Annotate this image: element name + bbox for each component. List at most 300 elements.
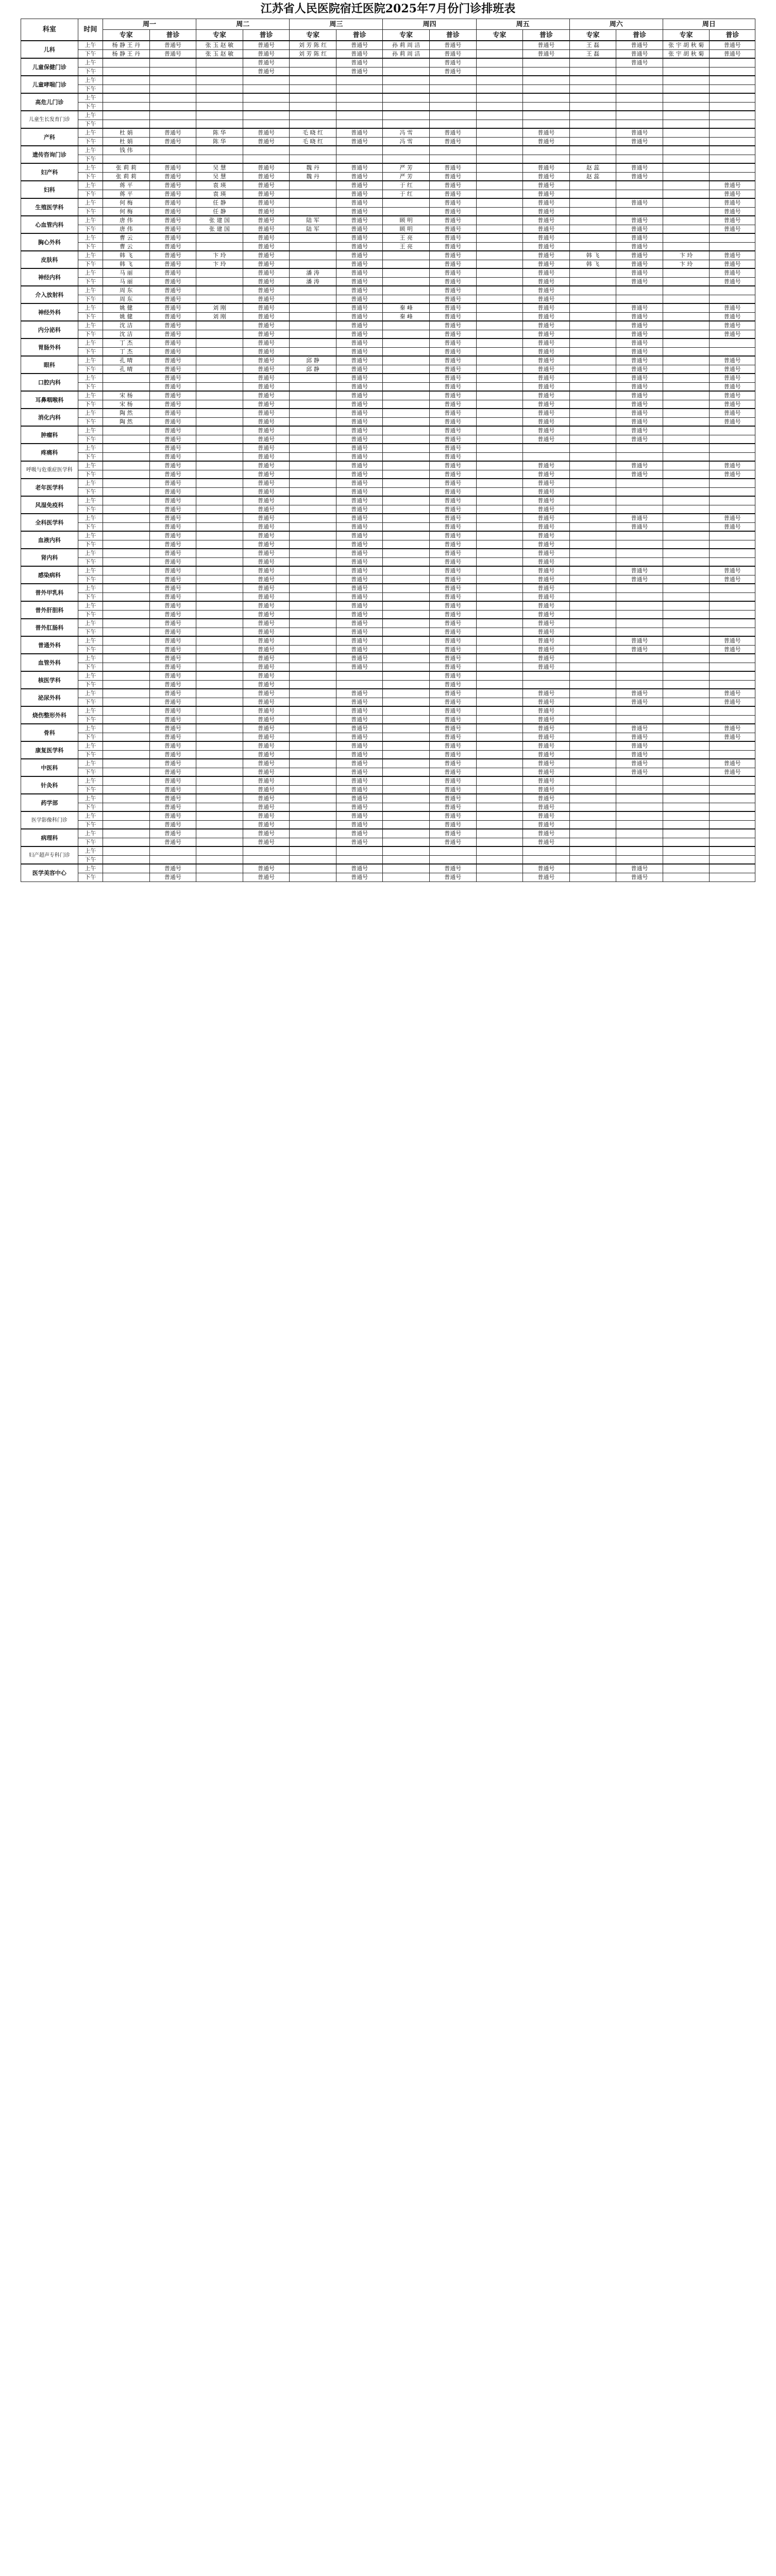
general-cell: 普通号: [149, 303, 196, 312]
general-cell: 普通号: [336, 391, 383, 400]
expert-cell: [103, 102, 149, 111]
general-cell: 普通号: [523, 338, 570, 347]
expert-cell: [569, 216, 616, 225]
session-time: 上午: [78, 356, 103, 365]
general-cell: 普通号: [523, 347, 570, 356]
general-cell: 普通号: [336, 549, 383, 557]
expert-cell: [103, 776, 149, 785]
expert-cell: [383, 505, 430, 514]
general-cell: 普通号: [149, 514, 196, 522]
expert-cell: [196, 846, 243, 855]
general-cell: 普通号: [523, 715, 570, 724]
expert-cell: [383, 864, 430, 873]
general-cell: 普通号: [243, 522, 290, 531]
general-cell: 普通号: [523, 207, 570, 216]
expert-cell: [290, 741, 336, 750]
general-cell: 普通号: [243, 706, 290, 715]
expert-cell: [383, 741, 430, 750]
expert-cell: [290, 540, 336, 549]
expert-cell: [476, 435, 523, 444]
expert-cell: 张 建 国: [196, 216, 243, 225]
expert-cell: [569, 426, 616, 435]
general-cell: 普通号: [523, 645, 570, 654]
expert-cell: [196, 811, 243, 820]
general-cell: 普通号: [336, 268, 383, 277]
expert-cell: [103, 58, 149, 67]
general-cell: 普通号: [336, 374, 383, 382]
general-cell: 普通号: [523, 601, 570, 610]
expert-cell: 孙 莉 周 洁: [383, 41, 430, 49]
session-time: 下午: [78, 155, 103, 163]
expert-cell: 任 静: [196, 207, 243, 216]
expert-cell: [290, 312, 336, 321]
general-cell: 普通号: [429, 365, 476, 374]
general-cell: 普通号: [149, 531, 196, 540]
expert-cell: [383, 374, 430, 382]
expert-cell: [663, 846, 710, 855]
expert-cell: [569, 303, 616, 312]
general-cell: 普通号: [523, 610, 570, 619]
expert-cell: [290, 409, 336, 417]
general-cell: [616, 295, 663, 303]
general-cell: [429, 111, 476, 120]
expert-cell: [383, 628, 430, 636]
general-cell: 普通号: [336, 382, 383, 391]
table-row: [21, 268, 755, 277]
expert-cell: 吴 慧: [196, 172, 243, 181]
general-cell: 普通号: [616, 873, 663, 882]
expert-cell: [290, 733, 336, 741]
general-cell: 普通号: [149, 715, 196, 724]
expert-cell: [476, 522, 523, 531]
session-time: 上午: [78, 93, 103, 102]
expert-cell: 沈 洁: [103, 330, 149, 338]
general-cell: [243, 76, 290, 84]
general-cell: 普通号: [243, 549, 290, 557]
general-cell: 普通号: [243, 820, 290, 829]
expert-cell: [103, 636, 149, 645]
expert-cell: [476, 303, 523, 312]
expert-cell: [103, 120, 149, 128]
expert-cell: 曹 云: [103, 233, 149, 242]
general-cell: 普通号: [429, 470, 476, 479]
general-cell: [710, 155, 755, 163]
expert-cell: 马 丽: [103, 277, 149, 286]
expert-cell: [290, 84, 336, 93]
expert-cell: [383, 382, 430, 391]
dept-name: 耳鼻咽喉科: [21, 391, 78, 409]
expert-cell: [290, 321, 336, 330]
expert-cell: [476, 198, 523, 207]
expert-cell: [663, 417, 710, 426]
expert-cell: [196, 277, 243, 286]
general-cell: 普通号: [429, 864, 476, 873]
general-cell: 普通号: [710, 768, 755, 776]
expert-cell: [290, 698, 336, 706]
general-cell: 普通号: [710, 409, 755, 417]
expert-cell: [476, 347, 523, 356]
expert-cell: [196, 698, 243, 706]
table-row: [21, 409, 755, 417]
expert-cell: [196, 549, 243, 557]
expert-cell: [383, 338, 430, 347]
expert-cell: [663, 522, 710, 531]
general-cell: [149, 76, 196, 84]
general-cell: 普通号: [710, 312, 755, 321]
expert-cell: [569, 750, 616, 759]
expert-cell: [476, 146, 523, 155]
general-cell: 普通号: [243, 698, 290, 706]
general-cell: 普通号: [616, 268, 663, 277]
expert-cell: [476, 768, 523, 776]
table-row: [21, 452, 755, 461]
general-cell: 普通号: [243, 242, 290, 251]
general-cell: 普通号: [429, 768, 476, 776]
expert-cell: [569, 531, 616, 540]
general-cell: 普通号: [243, 286, 290, 295]
expert-cell: [196, 496, 243, 505]
general-cell: 普通号: [336, 759, 383, 768]
session-time: 上午: [78, 566, 103, 575]
general-cell: 普通号: [429, 181, 476, 190]
expert-cell: [103, 111, 149, 120]
expert-cell: [383, 470, 430, 479]
general-cell: [149, 58, 196, 67]
expert-cell: [290, 803, 336, 811]
general-cell: 普通号: [243, 225, 290, 233]
session-time: 下午: [78, 820, 103, 829]
general-cell: 普通号: [616, 172, 663, 181]
expert-cell: [476, 400, 523, 409]
expert-cell: [663, 741, 710, 750]
general-cell: 普通号: [336, 628, 383, 636]
general-cell: [243, 111, 290, 120]
table-row: [21, 768, 755, 776]
session-time: 上午: [78, 128, 103, 137]
general-cell: 普通号: [429, 128, 476, 137]
expert-cell: [196, 233, 243, 242]
expert-cell: [476, 838, 523, 846]
general-cell: 普通号: [710, 566, 755, 575]
expert-cell: [383, 733, 430, 741]
table-row: [21, 417, 755, 426]
general-cell: 普通号: [616, 759, 663, 768]
general-cell: 普通号: [149, 41, 196, 49]
expert-cell: [383, 347, 430, 356]
table-row: [21, 49, 755, 58]
general-cell: 普通号: [243, 391, 290, 400]
expert-cell: [476, 76, 523, 84]
general-cell: 普通号: [429, 654, 476, 663]
expert-cell: [383, 295, 430, 303]
general-cell: 普通号: [243, 505, 290, 514]
expert-cell: [383, 654, 430, 663]
general-cell: [616, 120, 663, 128]
general-cell: 普通号: [149, 759, 196, 768]
general-cell: 普通号: [336, 733, 383, 741]
expert-cell: [663, 461, 710, 470]
general-cell: [710, 172, 755, 181]
expert-cell: [196, 873, 243, 882]
general-cell: [710, 811, 755, 820]
expert-cell: [476, 636, 523, 645]
expert-cell: [196, 592, 243, 601]
expert-cell: [103, 759, 149, 768]
general-cell: [710, 540, 755, 549]
dept-name: 儿童保健门诊: [21, 58, 78, 76]
expert-cell: [196, 584, 243, 592]
general-cell: [710, 803, 755, 811]
expert-cell: [290, 715, 336, 724]
general-cell: 普通号: [336, 338, 383, 347]
general-cell: [616, 785, 663, 794]
expert-cell: [383, 514, 430, 522]
general-cell: 普通号: [336, 584, 383, 592]
expert-cell: [476, 84, 523, 93]
general-cell: 普通号: [336, 198, 383, 207]
general-cell: 普通号: [336, 172, 383, 181]
general-cell: 普通号: [336, 286, 383, 295]
general-cell: 普通号: [429, 496, 476, 505]
expert-cell: [290, 190, 336, 198]
expert-cell: 曹 云: [103, 242, 149, 251]
general-cell: 普通号: [149, 820, 196, 829]
expert-cell: [476, 163, 523, 172]
expert-cell: [569, 759, 616, 768]
expert-cell: [663, 128, 710, 137]
expert-cell: [569, 181, 616, 190]
session-time: 下午: [78, 645, 103, 654]
session-time: 上午: [78, 58, 103, 67]
expert-cell: 钱 伟: [103, 146, 149, 155]
general-cell: 普通号: [149, 225, 196, 233]
expert-cell: [663, 601, 710, 610]
session-time: 上午: [78, 111, 103, 120]
expert-cell: [383, 67, 430, 76]
general-cell: [336, 111, 383, 120]
general-cell: 普通号: [710, 689, 755, 698]
expert-cell: 刘 芳 陈 红: [290, 41, 336, 49]
session-time: 下午: [78, 207, 103, 216]
expert-cell: [569, 496, 616, 505]
expert-cell: [663, 374, 710, 382]
general-cell: 普通号: [429, 811, 476, 820]
expert-cell: [663, 120, 710, 128]
expert-cell: [569, 487, 616, 496]
general-cell: [710, 137, 755, 146]
general-cell: [710, 93, 755, 102]
expert-cell: [663, 216, 710, 225]
expert-cell: [103, 715, 149, 724]
expert-cell: [569, 286, 616, 295]
general-cell: 普通号: [429, 487, 476, 496]
general-cell: 普通号: [710, 522, 755, 531]
header-expert: 专家: [663, 30, 710, 41]
general-cell: 普通号: [616, 260, 663, 268]
expert-cell: 潘 涛: [290, 268, 336, 277]
table-row: [21, 663, 755, 671]
general-cell: 普通号: [710, 382, 755, 391]
expert-cell: [569, 671, 616, 680]
expert-cell: [290, 260, 336, 268]
expert-cell: 何 梅: [103, 207, 149, 216]
general-cell: 普通号: [523, 838, 570, 846]
session-time: 上午: [78, 619, 103, 628]
table-row: [21, 260, 755, 268]
expert-cell: [569, 645, 616, 654]
general-cell: 普通号: [149, 470, 196, 479]
general-cell: 普通号: [523, 750, 570, 759]
expert-cell: [290, 461, 336, 470]
expert-cell: [569, 347, 616, 356]
expert-cell: [196, 689, 243, 698]
expert-cell: [663, 452, 710, 461]
general-cell: 普通号: [429, 759, 476, 768]
general-cell: 普通号: [429, 409, 476, 417]
expert-cell: [383, 584, 430, 592]
expert-cell: 杜 娟: [103, 137, 149, 146]
general-cell: 普通号: [336, 724, 383, 733]
general-cell: 普通号: [336, 487, 383, 496]
general-cell: 普通号: [149, 338, 196, 347]
session-time: 上午: [78, 601, 103, 610]
general-cell: 普通号: [336, 820, 383, 829]
general-cell: 普通号: [429, 444, 476, 452]
table-row: [21, 295, 755, 303]
general-cell: 普通号: [243, 426, 290, 435]
session-time: 上午: [78, 759, 103, 768]
general-cell: [336, 155, 383, 163]
general-cell: 普通号: [429, 400, 476, 409]
session-time: 下午: [78, 67, 103, 76]
expert-cell: [476, 181, 523, 190]
general-cell: 普通号: [243, 277, 290, 286]
expert-cell: [663, 663, 710, 671]
expert-cell: [569, 864, 616, 873]
session-time: 下午: [78, 295, 103, 303]
expert-cell: [196, 435, 243, 444]
expert-cell: [476, 102, 523, 111]
expert-cell: [476, 172, 523, 181]
general-cell: 普通号: [523, 198, 570, 207]
expert-cell: [290, 295, 336, 303]
expert-cell: [290, 93, 336, 102]
general-cell: 普通号: [243, 715, 290, 724]
general-cell: 普通号: [149, 49, 196, 58]
expert-cell: [569, 575, 616, 584]
expert-cell: 张 莉 莉: [103, 163, 149, 172]
expert-cell: [476, 733, 523, 741]
general-cell: 普通号: [149, 811, 196, 820]
expert-cell: [103, 505, 149, 514]
table-row: [21, 636, 755, 645]
general-cell: 普通号: [336, 496, 383, 505]
general-cell: 普通号: [523, 628, 570, 636]
expert-cell: [196, 628, 243, 636]
expert-cell: [569, 768, 616, 776]
expert-cell: [383, 671, 430, 680]
expert-cell: [290, 207, 336, 216]
table-row: [21, 619, 755, 628]
header-time: 时间: [78, 19, 103, 41]
expert-cell: [569, 592, 616, 601]
general-cell: 普通号: [710, 225, 755, 233]
expert-cell: 马 丽: [103, 268, 149, 277]
table-row: [21, 338, 755, 347]
expert-cell: [103, 785, 149, 794]
general-cell: [710, 233, 755, 242]
expert-cell: [103, 566, 149, 575]
expert-cell: [663, 628, 710, 636]
session-time: 下午: [78, 575, 103, 584]
expert-cell: [476, 671, 523, 680]
expert-cell: [663, 172, 710, 181]
general-cell: 普通号: [243, 829, 290, 838]
general-cell: 普通号: [243, 330, 290, 338]
general-cell: 普通号: [523, 706, 570, 715]
general-cell: 普通号: [429, 338, 476, 347]
general-cell: 普通号: [336, 776, 383, 785]
general-cell: 普通号: [429, 785, 476, 794]
expert-cell: [290, 654, 336, 663]
session-time: 下午: [78, 855, 103, 864]
general-cell: 普通号: [149, 803, 196, 811]
general-cell: [616, 794, 663, 803]
general-cell: [710, 557, 755, 566]
general-cell: 普通号: [149, 295, 196, 303]
general-cell: [523, 84, 570, 93]
expert-cell: [290, 487, 336, 496]
session-time: 上午: [78, 461, 103, 470]
general-cell: [616, 680, 663, 689]
general-cell: [616, 190, 663, 198]
expert-cell: [663, 347, 710, 356]
table-row: [21, 102, 755, 111]
general-cell: [616, 67, 663, 76]
general-cell: [616, 286, 663, 295]
expert-cell: [103, 820, 149, 829]
general-cell: [523, 102, 570, 111]
general-cell: 普通号: [523, 654, 570, 663]
expert-cell: [663, 820, 710, 829]
general-cell: [710, 855, 755, 864]
expert-cell: [476, 566, 523, 575]
expert-cell: [383, 689, 430, 698]
general-cell: 普通号: [243, 811, 290, 820]
expert-cell: [290, 584, 336, 592]
expert-cell: [383, 268, 430, 277]
expert-cell: [290, 58, 336, 67]
general-cell: 普通号: [616, 330, 663, 338]
general-cell: 普通号: [429, 374, 476, 382]
expert-cell: [663, 645, 710, 654]
general-cell: 普通号: [243, 689, 290, 698]
general-cell: 普通号: [149, 426, 196, 435]
expert-cell: [196, 724, 243, 733]
expert-cell: [383, 759, 430, 768]
session-time: 上午: [78, 671, 103, 680]
expert-cell: [103, 496, 149, 505]
general-cell: 普通号: [429, 698, 476, 706]
table-row: [21, 146, 755, 155]
expert-cell: [476, 698, 523, 706]
general-cell: 普通号: [149, 540, 196, 549]
general-cell: 普通号: [523, 733, 570, 741]
general-cell: [710, 102, 755, 111]
expert-cell: [383, 102, 430, 111]
expert-cell: [569, 479, 616, 487]
expert-cell: [290, 120, 336, 128]
